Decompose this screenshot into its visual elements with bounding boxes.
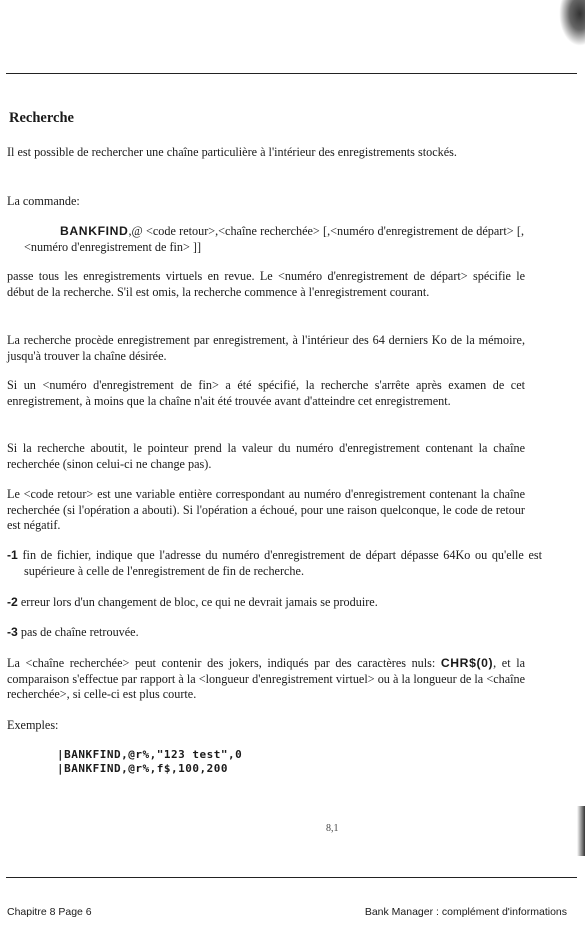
- paragraph-command-label: La commande:: [7, 194, 80, 208]
- scan-corner-smudge: [559, 0, 585, 46]
- error-code: -1: [7, 548, 18, 562]
- scan-edge-smudge: [577, 806, 585, 856]
- chr-function: CHR$(0): [440, 656, 494, 670]
- top-rule: [6, 73, 577, 74]
- error-text: pas de chaîne retrouvée.: [17, 625, 139, 639]
- error-text: erreur lors d'un changement de bloc, ce qui ne devrait jamais se produire.: [17, 595, 378, 609]
- error-code: -3: [7, 625, 18, 639]
- command-syntax: [24, 224, 524, 255]
- command-arguments: ,@ <code retour>,<chaîne recherchée> [,<numéro d'enregistrement de départ> [,<numéro d'enregistrement de fin> ]]: [24, 224, 524, 254]
- wildcards-text-rest: , et la comparaison s'effectue par rapport à la <longueur d'enregistrement virtuel> ou à la longueur de la <chaîne recherchée>, si celle-ci est plus courte.: [7, 656, 525, 701]
- paragraph-description: passe tous les enregistrements virtuels en revue. Le <numéro d'enregistrement de départ> spécifie le début de la recherche. S'il est omis, la recherche commence à l'enregistrement courant.: [7, 269, 525, 299]
- error-text: fin de fichier, indique que l'adresse du numéro d'enregistrement de départ dépasse 64Ko ou qu'elle est supérieure à celle de l'enregistrement de fin de recherche.: [17, 548, 542, 578]
- examples-label: Exemples:: [7, 718, 59, 732]
- paragraph-return-code: Le <code retour> est une variable entière correspondant au numéro d'enregistrement contenant la chaîne recherchée (si l'opération a abouti). Si l'opération a échoué, pour une raison quelconque, le code de retour est négatif.: [7, 487, 525, 532]
- paragraph-end-record: Si un <numéro d'enregistrement de fin> a été spécifié, la recherche s'arrête après examen de cet enregistrement, à moins que la chaîne n'ait été trouvée avant d'atteindre cet enregistrement.: [7, 378, 525, 408]
- footer-book-title: Bank Manager : complément d'informations: [364, 906, 567, 918]
- paragraph-search-scope: La recherche procède enregistrement par enregistrement, à l'intérieur des 64 derniers Ko de la mémoire, jusqu'à trouver la chaîne désirée.: [7, 333, 525, 363]
- example-line: |BANKFIND,@r%,f$,100,200: [57, 762, 228, 775]
- paragraph-intro: Il est possible de rechercher une chaîne particulière à l'intérieur des enregistrements stockés.: [7, 145, 457, 159]
- paragraph-pointer: Si la recherche aboutit, le pointeur prend la valeur du numéro d'enregistrement contenant la chaîne recherchée (sinon celui-ci ne change pas).: [7, 441, 525, 471]
- error-code: -2: [7, 595, 18, 609]
- error-item: [7, 625, 542, 641]
- page-mark: 8,1: [326, 823, 339, 834]
- bottom-rule: [6, 877, 577, 878]
- paragraph-wildcards: [7, 656, 525, 703]
- section-title: Recherche: [9, 110, 74, 126]
- wildcards-text: La <chaîne recherchée> peut contenir des jokers, indiqués par des caractères nuls:: [7, 656, 441, 670]
- error-item: [7, 548, 542, 579]
- command-keyword: BANKFIND: [60, 224, 129, 238]
- footer-chapter-page: Chapitre 8 Page 6: [7, 906, 92, 918]
- example-line: |BANKFIND,@r%,"123 test",0: [57, 748, 243, 761]
- error-item: [7, 595, 542, 611]
